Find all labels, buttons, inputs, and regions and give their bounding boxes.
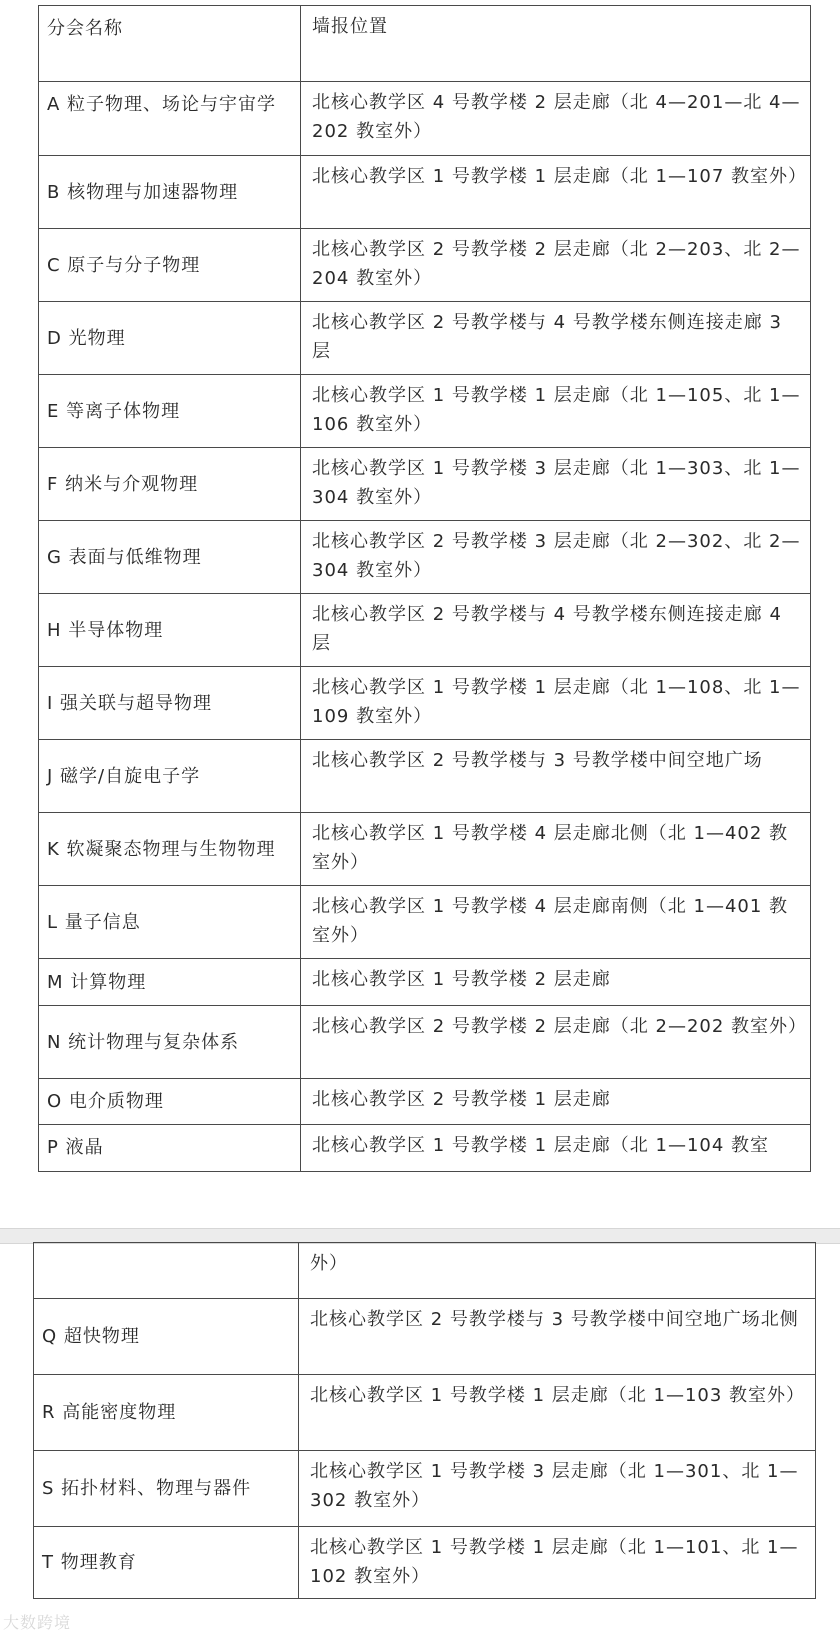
table-row bbox=[34, 1243, 816, 1299]
poster-location-cell: 北核心教学区 4 号教学楼 2 层走廊（北 4—201—北 4—202 教室外） bbox=[301, 82, 811, 156]
poster-location-cell: 北核心教学区 1 号教学楼 1 层走廊（北 1—101、北 1—102 教室外） bbox=[299, 1527, 816, 1599]
table-row bbox=[34, 1451, 816, 1527]
poster-location-cell: 北核心教学区 2 号教学楼与 3 号教学楼中间空地广场北侧 bbox=[299, 1299, 816, 1375]
header-poster-location: 墙报位置 bbox=[301, 6, 811, 82]
session-name-cell: P 液晶 bbox=[39, 1125, 301, 1172]
poster-location-cell: 北核心教学区 2 号教学楼与 4 号教学楼东侧连接走廊 3 层 bbox=[301, 302, 811, 375]
poster-location-cell: 北核心教学区 1 号教学楼 2 层走廊 bbox=[301, 959, 811, 1006]
table-row bbox=[39, 521, 811, 594]
poster-location-cell: 北核心教学区 1 号教学楼 4 层走廊北侧（北 1—402 教室外） bbox=[301, 813, 811, 886]
poster-location-table-continued bbox=[33, 1242, 816, 1599]
poster-location-cell: 北核心教学区 2 号教学楼 1 层走廊 bbox=[301, 1079, 811, 1125]
session-name-cell bbox=[34, 1243, 299, 1299]
poster-location-cell: 北核心教学区 1 号教学楼 3 层走廊（北 1—303、北 1—304 教室外） bbox=[301, 448, 811, 521]
session-name-cell: R 高能密度物理 bbox=[34, 1375, 299, 1451]
poster-location-cell: 北核心教学区 1 号教学楼 3 层走廊（北 1—301、北 1—302 教室外） bbox=[299, 1451, 816, 1527]
table-row bbox=[39, 82, 811, 156]
poster-location-table bbox=[38, 5, 811, 1172]
session-name-cell: T 物理教育 bbox=[34, 1527, 299, 1599]
header-session-name: 分会名称 bbox=[39, 6, 301, 82]
session-name-cell: Q 超快物理 bbox=[34, 1299, 299, 1375]
table-row bbox=[34, 1299, 816, 1375]
session-name-cell: N 统计物理与复杂体系 bbox=[39, 1006, 301, 1079]
table-row bbox=[39, 667, 811, 740]
session-name-cell: O 电介质物理 bbox=[39, 1079, 301, 1125]
table-row bbox=[34, 1375, 816, 1451]
session-name-cell: H 半导体物理 bbox=[39, 594, 301, 667]
session-name-cell: B 核物理与加速器物理 bbox=[39, 156, 301, 229]
poster-location-cell: 北核心教学区 2 号教学楼与 4 号教学楼东侧连接走廊 4 层 bbox=[301, 594, 811, 667]
poster-location-cell: 北核心教学区 2 号教学楼与 3 号教学楼中间空地广场 bbox=[301, 740, 811, 813]
session-name-cell: J 磁学/自旋电子学 bbox=[39, 740, 301, 813]
table-body-page-1 bbox=[39, 6, 811, 1172]
poster-location-cell: 北核心教学区 2 号教学楼 2 层走廊（北 2—202 教室外） bbox=[301, 1006, 811, 1079]
poster-location-cell: 北核心教学区 1 号教学楼 1 层走廊（北 1—107 教室外） bbox=[301, 156, 811, 229]
watermark: 大数跨境 bbox=[3, 1613, 72, 1632]
session-name-cell: G 表面与低维物理 bbox=[39, 521, 301, 594]
poster-location-cell: 北核心教学区 2 号教学楼 2 层走廊（北 2—203、北 2—204 教室外） bbox=[301, 229, 811, 302]
session-name-cell: L 量子信息 bbox=[39, 886, 301, 959]
session-name-cell: K 软凝聚态物理与生物物理 bbox=[39, 813, 301, 886]
table-row bbox=[39, 813, 811, 886]
poster-location-cell: 北核心教学区 1 号教学楼 1 层走廊（北 1—105、北 1—106 教室外） bbox=[301, 375, 811, 448]
table-row bbox=[39, 886, 811, 959]
session-name-cell: E 等离子体物理 bbox=[39, 375, 301, 448]
session-name-cell: M 计算物理 bbox=[39, 959, 301, 1006]
table-row bbox=[34, 1527, 816, 1599]
session-name-cell: F 纳米与介观物理 bbox=[39, 448, 301, 521]
table-body-page-2 bbox=[34, 1243, 816, 1599]
table-row bbox=[39, 156, 811, 229]
table-row bbox=[39, 448, 811, 521]
table-row bbox=[39, 375, 811, 448]
table-row bbox=[39, 229, 811, 302]
poster-location-cell: 北核心教学区 1 号教学楼 1 层走廊（北 1—103 教室外） bbox=[299, 1375, 816, 1451]
table-row bbox=[39, 1079, 811, 1125]
table-row bbox=[39, 1006, 811, 1079]
poster-location-cell: 北核心教学区 1 号教学楼 4 层走廊南侧（北 1—401 教室外） bbox=[301, 886, 811, 959]
poster-location-cell: 北核心教学区 1 号教学楼 1 层走廊（北 1—104 教室 bbox=[301, 1125, 811, 1172]
table-row bbox=[39, 1125, 811, 1172]
table-row bbox=[39, 740, 811, 813]
poster-location-cell: 北核心教学区 2 号教学楼 3 层走廊（北 2—302、北 2—304 教室外） bbox=[301, 521, 811, 594]
session-name-cell: A 粒子物理、场论与宇宙学 bbox=[39, 82, 301, 156]
session-name-cell: D 光物理 bbox=[39, 302, 301, 375]
table-row bbox=[39, 302, 811, 375]
session-name-cell: S 拓扑材料、物理与器件 bbox=[34, 1451, 299, 1527]
header-row bbox=[39, 6, 811, 82]
poster-location-cell: 外） bbox=[299, 1243, 816, 1299]
table-row bbox=[39, 959, 811, 1006]
table-row bbox=[39, 594, 811, 667]
poster-location-cell: 北核心教学区 1 号教学楼 1 层走廊（北 1—108、北 1—109 教室外） bbox=[301, 667, 811, 740]
session-name-cell: C 原子与分子物理 bbox=[39, 229, 301, 302]
session-name-cell: I 强关联与超导物理 bbox=[39, 667, 301, 740]
